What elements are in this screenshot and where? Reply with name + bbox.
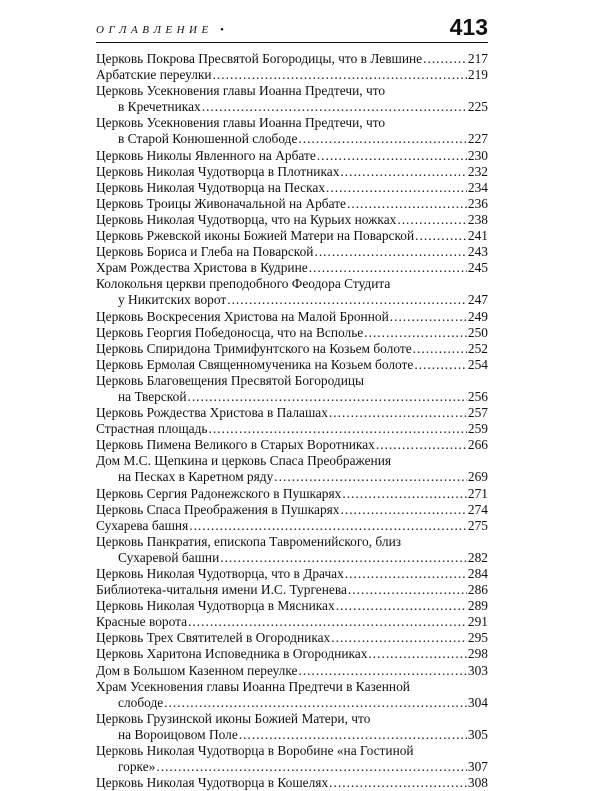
- toc-entry-title: горке»: [118, 759, 156, 775]
- toc-entry-page: 274: [467, 501, 488, 517]
- toc-entry-title: Церковь Николая Чудотворца в Воробине «на Гостиной: [96, 743, 414, 759]
- toc-entry-page: 247: [467, 292, 488, 308]
- toc-entry-line: [96, 486, 488, 502]
- dot-leader: [345, 566, 467, 582]
- toc-entry-page: 256: [467, 388, 488, 404]
- dot-leader: [227, 292, 467, 308]
- toc-entry-line: [96, 775, 488, 791]
- toc-entry-title: Церковь Спиридона Тримифунтского на Козьем болоте: [96, 340, 412, 356]
- toc-entry-page: 304: [467, 694, 488, 710]
- toc-entry-line: [96, 550, 488, 566]
- toc-entry-line: [96, 389, 488, 405]
- toc-entry-title: Церковь Троицы Живоначальной на Арбате: [96, 195, 346, 211]
- toc-entry-line: [96, 180, 488, 196]
- toc-entry-line: [96, 148, 488, 164]
- toc-entry-title: Церковь Усекновения главы Иоанна Предтечи, что: [96, 83, 386, 99]
- toc-entry-title: Церковь Усекновения главы Иоанна Предтечи, что: [96, 115, 386, 131]
- toc-entry-line: [96, 663, 488, 679]
- toc-entry-title: Красные ворота: [96, 614, 188, 630]
- dot-leader: [368, 646, 466, 662]
- toc-entry-page: 249: [467, 308, 488, 324]
- dot-leader: [326, 180, 467, 196]
- dot-leader: [348, 582, 467, 598]
- toc-entry-page: 232: [467, 163, 488, 179]
- toc-entry-title: Церковь Грузинской иконы Божией Матери, что: [96, 710, 371, 726]
- dot-leader: [413, 341, 467, 357]
- toc-entry-page: 275: [467, 517, 488, 533]
- toc-entry-line: [96, 679, 488, 695]
- toc-entry-page: 230: [467, 147, 488, 163]
- toc-entry-line: [96, 67, 488, 83]
- dot-leader: [390, 309, 467, 325]
- dot-leader: [340, 164, 467, 180]
- toc-entry-title: Церковь Рождества Христова в Палашах: [96, 405, 328, 421]
- toc-entry-line: [96, 518, 488, 534]
- toc-entry-line: [96, 276, 488, 292]
- toc-entry-line: [96, 228, 488, 244]
- toc-entry-title: Дом в Большом Казенном переулке: [96, 662, 298, 678]
- toc-entry-page: 219: [467, 67, 488, 83]
- toc-entry-title: на Песках в Каретном ряду: [118, 469, 274, 485]
- toc-entry-line: [96, 292, 488, 308]
- toc-entry-page: 269: [467, 469, 488, 485]
- toc-entry-title: на Вороицовом Поле: [118, 726, 238, 742]
- dot-leader: [298, 663, 466, 679]
- toc-entry-page: 217: [467, 51, 488, 66]
- dot-leader: [336, 598, 467, 614]
- toc-entry-title: Храм Усекновения главы Иоанна Предтечи в Казенной: [96, 678, 410, 694]
- toc-entry-line: [96, 421, 488, 437]
- toc-entry-page: 259: [467, 421, 488, 437]
- dot-leader: [188, 614, 467, 630]
- toc-entry-page: 303: [467, 662, 488, 678]
- toc-entry-page: 236: [467, 195, 488, 211]
- page-number: 413: [449, 14, 488, 40]
- toc-entry-title: Арбатские переулки: [96, 67, 212, 83]
- toc-entry-line: [96, 630, 488, 646]
- toc-entry-title: Церковь Покрова Пресвятой Богородицы, что в Левшине: [96, 51, 423, 66]
- toc-entry-page: 252: [467, 340, 488, 356]
- toc-entry-page: 225: [467, 99, 488, 115]
- toc-entry-line: [96, 582, 488, 598]
- toc-entry-title: Церковь Николая Чудотворца в Мясниках: [96, 598, 335, 614]
- toc-entry-line: [96, 196, 488, 212]
- toc-entry-line: [96, 437, 488, 453]
- toc-entry-page: 271: [467, 485, 488, 501]
- toc-entry-title: Храм Рождества Христова в Кудрине: [96, 260, 308, 276]
- dot-leader: [376, 437, 467, 453]
- toc-entry-line: [96, 469, 488, 485]
- header-rule: [96, 42, 488, 43]
- toc-entry-line: [96, 83, 488, 99]
- toc-entry-title: Церковь Николая Чудотворца в Кошелях: [96, 775, 329, 791]
- toc-entry-line: [96, 164, 488, 180]
- toc-entry-title: Церковь Николая Чудотворца в Плотниках: [96, 163, 340, 179]
- dot-leader: [209, 421, 467, 437]
- dot-leader: [220, 550, 467, 566]
- toc-entry-page: 254: [467, 356, 488, 372]
- dot-leader: [414, 357, 467, 373]
- toc-entry-title: Церковь Николая Чудотворца на Песках: [96, 179, 326, 195]
- toc-entry-page: 243: [467, 244, 488, 260]
- toc-entry-line: [96, 131, 488, 147]
- toc-entry-title: Церковь Харитона Исповедника в Огородниках: [96, 646, 368, 662]
- toc-entry-line: [96, 51, 488, 67]
- dot-leader: [329, 775, 467, 791]
- toc-entry-title: Страстная площадь: [96, 421, 208, 437]
- dot-leader: [329, 405, 467, 421]
- toc-entry-title: Церковь Георгия Победоносца, что на Всполье: [96, 324, 364, 340]
- toc-entry-line: [96, 244, 488, 260]
- dot-leader: [213, 67, 467, 83]
- toc-entry-line: [96, 115, 488, 131]
- toc-entry-title: в Старой Конюшенной слободе: [118, 131, 298, 147]
- toc-entry-title: Дом М.С. Щепкина и церковь Спаса Преображения: [96, 453, 392, 469]
- toc-entry-line: [96, 566, 488, 582]
- toc-entry-page: 257: [467, 405, 488, 421]
- toc-entry-line: [96, 212, 488, 228]
- toc-entry-page: 245: [467, 260, 488, 276]
- toc-entry-line: [96, 502, 488, 518]
- toc-entry-title: Колокольня церкви преподобного Феодора Студита: [96, 276, 391, 292]
- toc-entry-line: [96, 646, 488, 662]
- toc-entry-page: 298: [467, 646, 488, 662]
- toc-entry-line: [96, 453, 488, 469]
- dot-leader: [397, 212, 467, 228]
- toc-entry-page: 266: [467, 437, 488, 453]
- toc-entry-line: [96, 759, 488, 775]
- toc-entry-page: 291: [467, 614, 488, 630]
- dot-leader: [331, 630, 467, 646]
- toc-entry-line: [96, 357, 488, 373]
- toc-entry-title: на Тверской: [118, 388, 187, 404]
- toc-entry-line: [96, 373, 488, 389]
- running-header: [96, 14, 488, 44]
- dot-leader: [164, 695, 467, 711]
- toc-entry-title: Церковь Спаса Преображения в Пушкарях: [96, 501, 340, 517]
- toc-entry-page: 289: [467, 598, 488, 614]
- toc-entry-title: Церковь Ермолая Священномученика на Козьем болоте: [96, 356, 414, 372]
- toc-entry-title: Церковь Благовещения Пресвятой Богородицы: [96, 372, 365, 388]
- toc-entry-page: 250: [467, 324, 488, 340]
- toc-entry-page: 305: [467, 726, 488, 742]
- running-header-title: ОГЛАВЛЕНИЕ •: [96, 24, 229, 36]
- dot-leader: [309, 260, 467, 276]
- toc-entry-page: 308: [467, 775, 488, 791]
- toc-entry-page: 241: [467, 228, 488, 244]
- toc-entry-line: [96, 711, 488, 727]
- toc-entry-line: [96, 743, 488, 759]
- toc-entry-page: 282: [467, 549, 488, 565]
- table-of-contents: [96, 51, 488, 791]
- toc-entry-title: у Никитских ворот: [118, 292, 227, 308]
- toc-entry-page: 238: [467, 211, 488, 227]
- toc-entry-line: [96, 325, 488, 341]
- toc-entry-line: [96, 727, 488, 743]
- dot-leader: [274, 469, 467, 485]
- toc-entry-title: Церковь Ржевской иконы Божией Матери на Поварской: [96, 228, 415, 244]
- toc-entry-title: Церковь Трех Святителей в Огородниках: [96, 630, 331, 646]
- dot-leader: [341, 502, 467, 518]
- toc-entry-page: 284: [467, 566, 488, 581]
- toc-entry-line: [96, 598, 488, 614]
- toc-entry-page: 227: [467, 131, 488, 147]
- dot-leader: [342, 486, 467, 502]
- dot-leader: [239, 727, 467, 743]
- dot-leader: [423, 51, 467, 67]
- dot-leader: [317, 148, 467, 164]
- toc-entry-title: Церковь Пимена Великого в Старых Воротниках: [96, 437, 375, 453]
- toc-entry-line: [96, 405, 488, 421]
- dot-leader: [415, 228, 467, 244]
- toc-entry-line: [96, 99, 488, 115]
- toc-entry-line: [96, 260, 488, 276]
- toc-entry-title: Церковь Воскресения Христова на Малой Бронной: [96, 308, 389, 324]
- toc-entry-line: [96, 309, 488, 325]
- dot-leader: [156, 759, 467, 775]
- toc-entry-page: 307: [467, 759, 488, 775]
- toc-entry-title: слободе: [118, 694, 164, 710]
- dot-leader: [202, 99, 467, 115]
- toc-entry-title: Церковь Сергия Радонежского в Пушкарях: [96, 485, 342, 501]
- toc-entry-title: Сухарева башня: [96, 517, 189, 533]
- toc-entry-line: [96, 614, 488, 630]
- toc-entry-title: Церковь Николы Явленного на Арбате: [96, 147, 316, 163]
- toc-entry-page: 286: [467, 582, 488, 598]
- dot-leader: [314, 244, 466, 260]
- toc-entry-title: Сухаревой башни: [118, 549, 220, 565]
- toc-entry-title: Библиотека-читальня имени И.С. Тургенева: [96, 582, 347, 598]
- dot-leader: [364, 325, 467, 341]
- toc-entry-title: в Кречетниках: [118, 99, 201, 115]
- dot-leader: [347, 196, 467, 212]
- toc-entry-title: Церковь Панкратия, епископа Тавроменийского, близ: [96, 533, 402, 549]
- dot-leader: [298, 131, 466, 147]
- toc-entry-line: [96, 341, 488, 357]
- toc-entry-page: 295: [467, 630, 488, 646]
- toc-entry-title: Церковь Николая Чудотворца, что в Драчах: [96, 566, 344, 581]
- dot-leader: [189, 518, 467, 534]
- dot-leader: [187, 389, 466, 405]
- toc-entry-title: Церковь Бориса и Глеба на Поварской: [96, 244, 314, 260]
- toc-entry-title: Церковь Николая Чудотворца, что на Курьих ножках: [96, 211, 397, 227]
- toc-entry-line: [96, 534, 488, 550]
- toc-entry-page: 234: [467, 179, 488, 195]
- toc-entry-line: [96, 695, 488, 711]
